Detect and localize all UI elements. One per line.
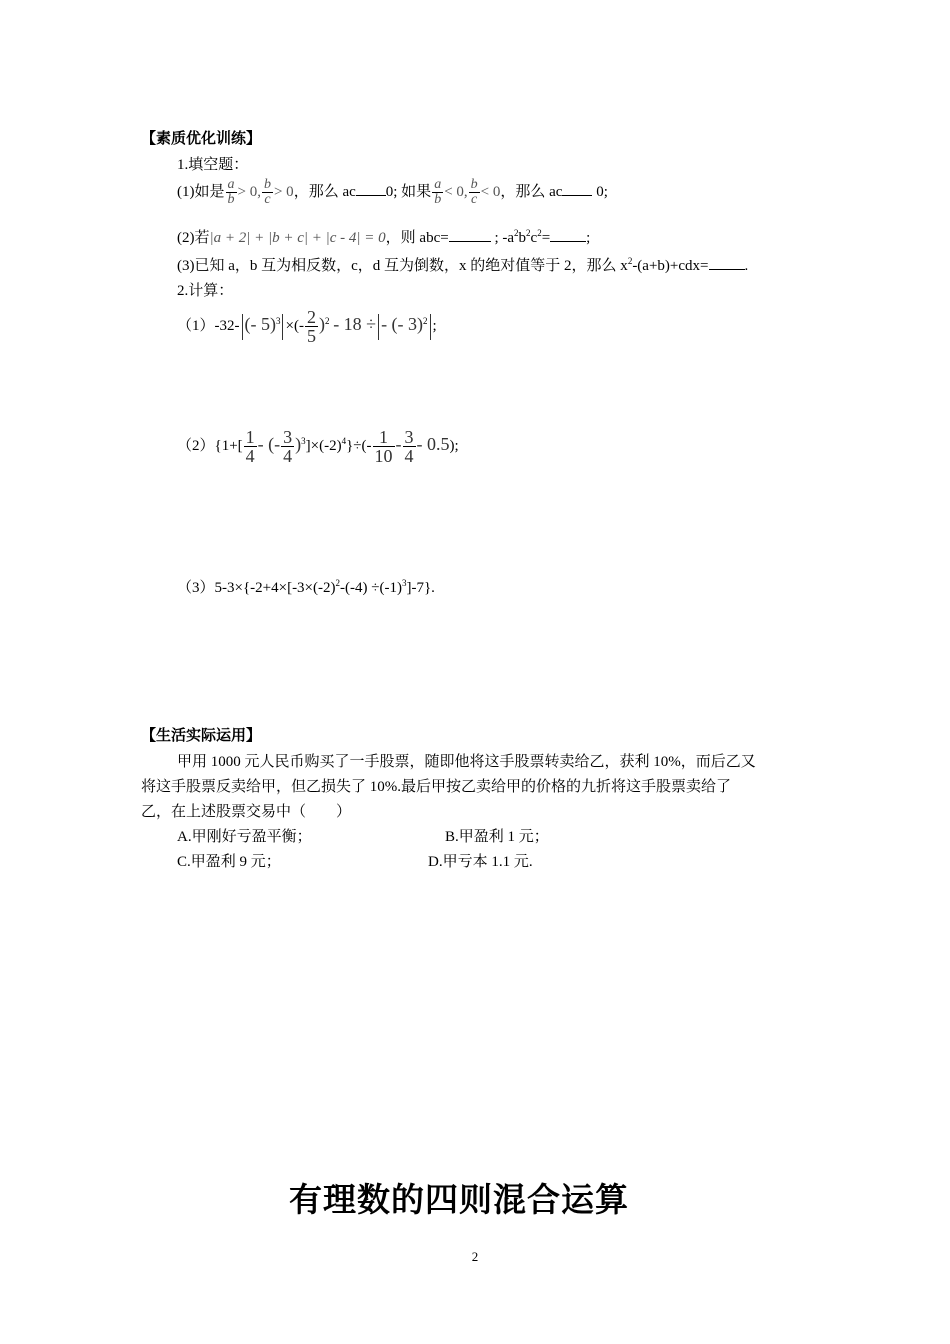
question-1-1 [177, 178, 608, 207]
calculation-1: （1）-32- (- 5)$^3$ ×(- $\frac{2}{5}$ )$^2$ - 18 ÷ - (- 3)$^2$ ; [177, 307, 437, 346]
q1-2-mid: ，则 abc= [385, 230, 449, 246]
paragraph-line-2: 将这手股票反卖给甲，但乙损失了 10%.最后甲按乙卖给甲的价格的九折将这手股票卖给了 [141, 779, 731, 795]
answer-blank-2[interactable] [562, 181, 592, 196]
q1-3-text: (3)已知 a，b 互为相反数，c，d 互为倒数，x 的绝对值等于 2，那么 x [177, 258, 628, 274]
c3-t3: ]-7}. [406, 580, 435, 596]
fraction-a-over-b: $\frac{a}{b}$ [227, 177, 235, 207]
page-number: 2 [471, 1249, 479, 1264]
chapter-title: 有理数的四则混合运算 [289, 1180, 629, 1219]
c2-mid4: }÷(- [346, 437, 372, 454]
absolute-value-expression: |a + 2| + |b + c| + |c - 4| = 0 [209, 230, 386, 246]
c2-mid6: - 0.5 [416, 433, 450, 454]
answer-blank-3[interactable] [449, 227, 491, 242]
c2-mid2: ) [295, 433, 302, 454]
calculation-2: （2）{1+[ $\frac{1}{4}$ - (- $\frac{3}{4}$ )$^3]\times(-2)^4\}\div(-$ $\frac{1}{10}$ - $\frac{3}{4}$ - 0.5); [177, 427, 459, 466]
q1-1-lt0-b: < 0 [480, 183, 501, 200]
fraction-b-over-c-2: $\frac{b}{c}$ [470, 177, 478, 207]
c3-text: （3）5-3×{-2+4×[-3×(-2) [177, 580, 336, 596]
abs-bar-left-2 [378, 314, 379, 340]
q1-1-mid3: ，那么 ac [500, 183, 563, 200]
option-d[interactable]: D.甲亏本 1.1 元. [428, 854, 533, 870]
fraction-1-over-10: $\frac{1}{10}$ [374, 427, 393, 466]
question-1-3: (3)已知 a，b 互为相反数，c，d 互为倒数，x 的绝对值等于 2，那么 $x^2-(a+b)+cdx=$ . [177, 256, 749, 274]
question-2-label: 2.计算： [177, 283, 234, 299]
q1-3-text2: -(a+b)+cdx= [632, 258, 709, 274]
paragraph-line-3: 乙，在上述股票交易中（ ） [141, 804, 352, 820]
c2-mid3: ]×(-2) [305, 437, 342, 454]
calculation-3: $(3)5-3\times\{-2+4\times[-3\times(-2)^2-(-4) \div(-1)^3]-7\}$. [177, 578, 435, 596]
c1-end: ; [432, 317, 437, 334]
option-c[interactable]: C.甲盈利 9 元； [177, 854, 281, 870]
answer-blank-5[interactable] [709, 255, 745, 270]
fraction-b-over-c: $\frac{b}{c}$ [263, 177, 271, 207]
c2-prefix: （2）{1+[ [177, 437, 243, 454]
q1-1-gt0-a: > 0, [237, 183, 261, 200]
fraction-3-over-4-2: $\frac{3}{4}$ [404, 427, 414, 466]
fraction-1-over-4: $\frac{1}{4}$ [245, 427, 255, 466]
c1-power-base-2: - (- 3) [381, 313, 424, 334]
c1-prefix: （1）-32- [177, 317, 240, 334]
abs-bar-left [242, 314, 243, 340]
q1-1-prefix: (1)如是 [177, 183, 225, 200]
q1-3-end: . [744, 258, 749, 274]
option-b[interactable]: B.甲盈利 1 元； [445, 829, 549, 845]
abs-bar-right [282, 314, 283, 340]
option-a[interactable]: A.甲刚好亏盈平衡； [177, 829, 312, 845]
c1-close-paren: ) [318, 313, 325, 334]
q1-2-end: ; [586, 230, 591, 246]
abs-bar-right-2 [430, 314, 431, 340]
answer-blank-1[interactable] [356, 181, 386, 196]
fraction-a-over-b-2: $\frac{a}{b}$ [434, 177, 442, 207]
fraction-3-over-4: $\frac{3}{4}$ [283, 427, 293, 466]
c2-mid5: - [395, 433, 402, 454]
answer-blank-4[interactable] [550, 227, 586, 242]
c1-power-base: (- 5) [244, 313, 276, 334]
c2-end: ); [449, 437, 459, 454]
q1-2-prefix: (2)若 [177, 230, 210, 246]
q1-1-lt0-a: < 0, [444, 183, 468, 200]
q1-1-mid1: ，那么 ac [293, 183, 356, 200]
c2-mid1: - (- [257, 433, 281, 454]
question-1-2: (2)若|a + 2| + |b + c| + |c - 4| = 0，则 abc= ; $-a^2b^2c^2=$ ; [177, 228, 591, 246]
paragraph-line-1: 甲用 1000 元人民币购买了一手股票，随即他将这手股票转卖给乙，获利 10%，而后乙又 [177, 754, 756, 770]
c3-t2: -(-4) ÷(-1) [340, 580, 402, 596]
q1-1-end: 0; [596, 183, 608, 200]
q1-1-mid2: 0; 如果 [385, 183, 432, 200]
q1-2-mid2: ; -a [494, 230, 515, 246]
c1-rest: - 18 ÷ [333, 313, 377, 334]
section-heading-quality: 【素质优化训练】 [141, 131, 262, 147]
q1-1-gt0-b: > 0 [273, 183, 294, 200]
fraction-2-over-5: $\frac{2}{5}$ [306, 307, 316, 346]
section-heading-application: 【生活实际运用】 [141, 728, 262, 744]
c1-times: ×(- [285, 317, 304, 334]
question-1-label: 1.填空题： [177, 157, 249, 173]
